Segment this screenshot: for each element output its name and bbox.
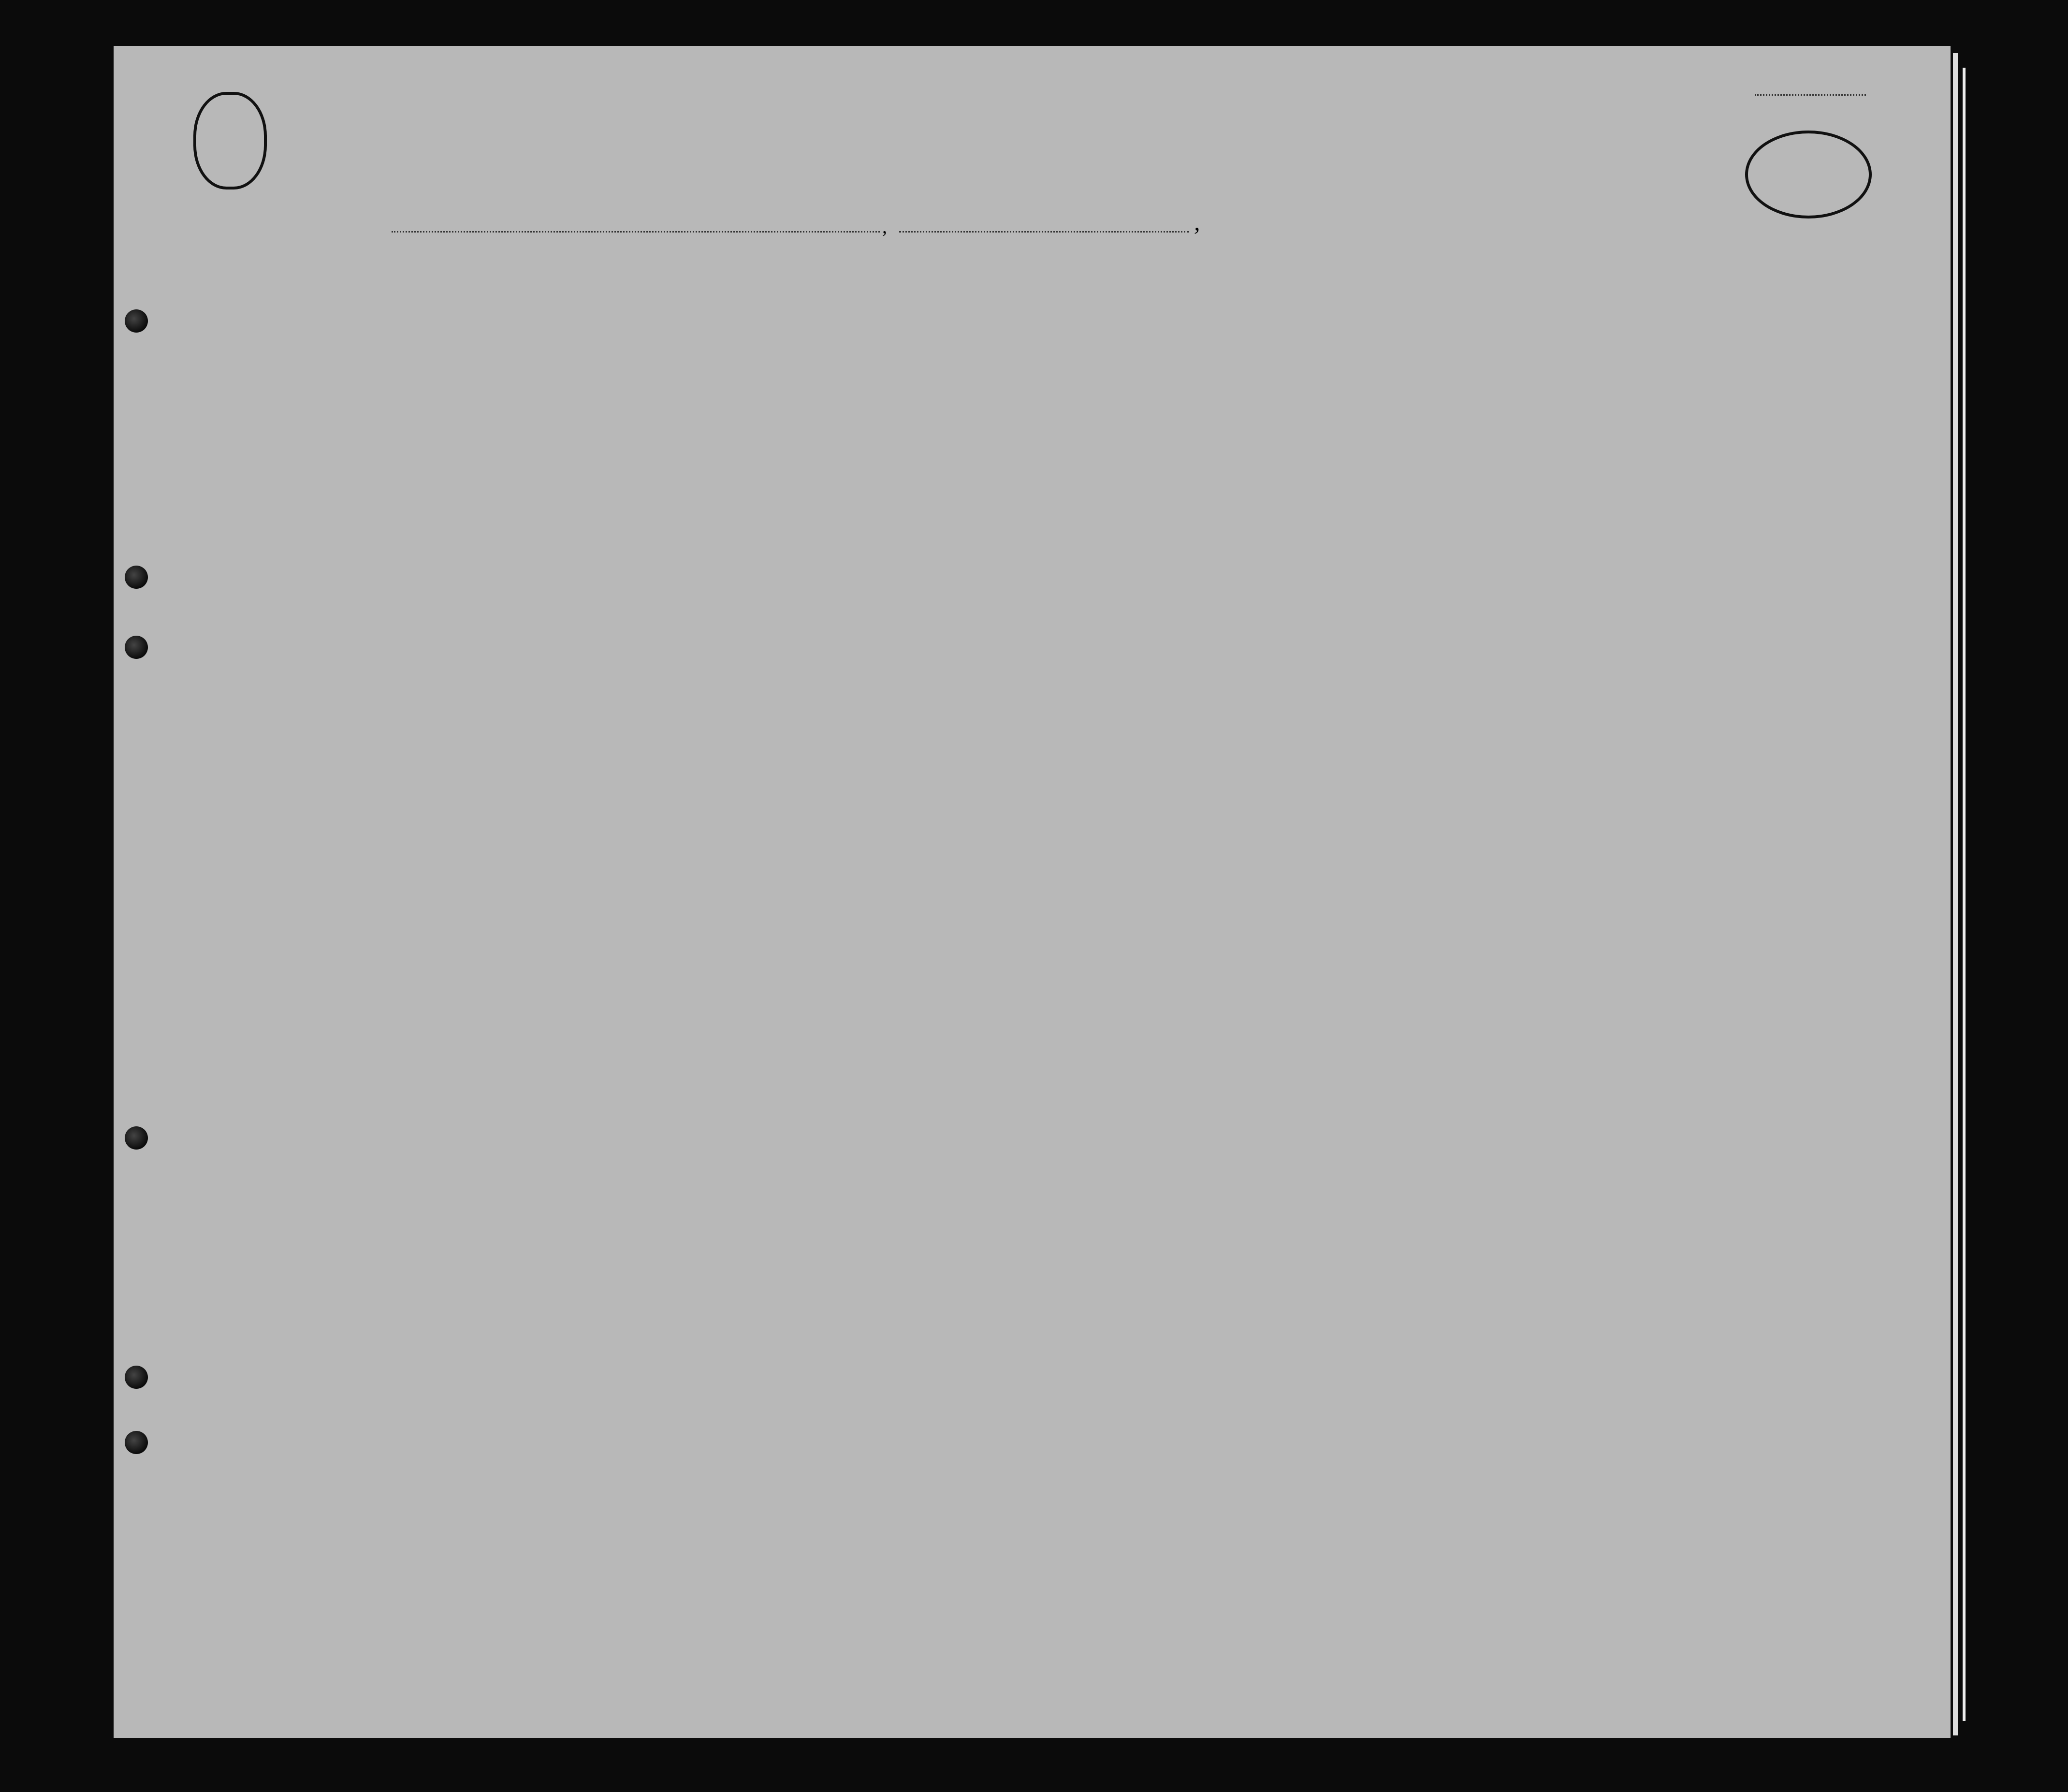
header-deported [1467, 295, 1482, 411]
header-purpose-return [1148, 305, 1177, 411]
year-prefix: , [1194, 208, 1200, 235]
header-contract [1421, 290, 1450, 411]
header-overthrow [1373, 290, 1407, 411]
comma: , [882, 216, 887, 237]
header-prison [1291, 290, 1320, 411]
header-purpose-length [1223, 305, 1242, 411]
header-citizen [1259, 295, 1279, 411]
